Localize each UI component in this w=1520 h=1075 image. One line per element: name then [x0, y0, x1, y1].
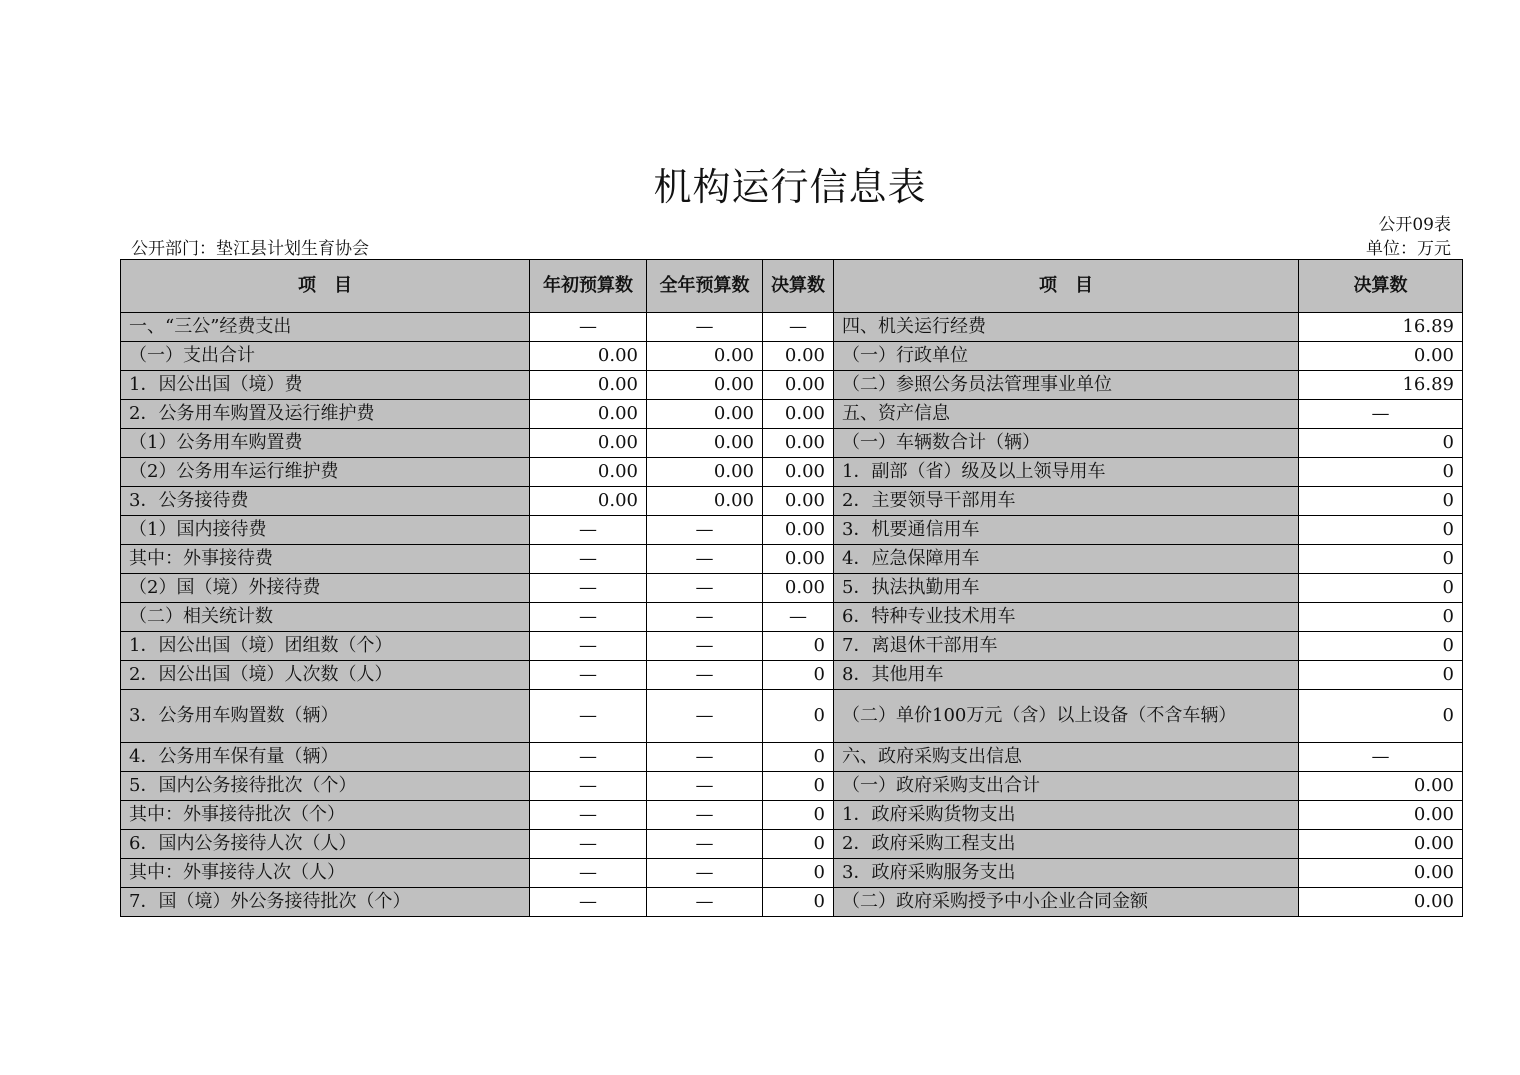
initial-budget-cell: —: [530, 772, 647, 801]
final-cell: 0: [763, 772, 834, 801]
initial-budget-cell: —: [530, 603, 647, 632]
right-label: 5．执法执勤用车: [834, 574, 1299, 603]
right-label: 8．其他用车: [834, 661, 1299, 690]
table-row: [121, 574, 1463, 603]
right-value: 0: [1299, 516, 1463, 545]
annual-budget-cell: —: [647, 772, 763, 801]
table-row: [121, 632, 1463, 661]
table-row: [121, 772, 1463, 801]
annual-budget-cell: 0.00: [647, 342, 763, 371]
annual-budget-cell: —: [647, 632, 763, 661]
table-row: [121, 516, 1463, 545]
row-label: 2．因公出国（境）人次数（人）: [121, 661, 530, 690]
initial-budget-cell: 0.00: [530, 487, 647, 516]
initial-budget-cell: —: [530, 313, 647, 342]
row-label: （1）公务用车购置费: [121, 429, 530, 458]
initial-budget-cell: 0.00: [530, 458, 647, 487]
annual-budget-cell: 0.00: [647, 429, 763, 458]
initial-budget-cell: —: [530, 632, 647, 661]
right-label: 4．应急保障用车: [834, 545, 1299, 574]
right-value: 0.00: [1299, 772, 1463, 801]
annual-budget-cell: —: [647, 743, 763, 772]
table-row: [121, 661, 1463, 690]
row-label: 1．因公出国（境）费: [121, 371, 530, 400]
initial-budget-cell: —: [530, 574, 647, 603]
page-title: 机构运行信息表: [653, 165, 927, 209]
final-cell: —: [763, 603, 834, 632]
right-value: 0: [1299, 574, 1463, 603]
final-cell: 0: [763, 888, 834, 917]
right-label: 3．政府采购服务支出: [834, 859, 1299, 888]
table-row: [121, 888, 1463, 917]
initial-budget-cell: —: [530, 690, 647, 743]
right-label: 2．主要领导干部用车: [834, 487, 1299, 516]
header-row: [121, 260, 1463, 313]
initial-budget-cell: —: [530, 743, 647, 772]
annual-budget-cell: —: [647, 545, 763, 574]
header-item-left: 项 目: [121, 260, 530, 313]
right-value: —: [1299, 400, 1463, 429]
header-initial-budget: 年初预算数: [530, 260, 647, 313]
right-label: 六、政府采购支出信息: [834, 743, 1299, 772]
right-label: （二）参照公务员法管理事业单位: [834, 371, 1299, 400]
right-label: （一）行政单位: [834, 342, 1299, 371]
annual-budget-cell: —: [647, 859, 763, 888]
right-label: 1．政府采购货物支出: [834, 801, 1299, 830]
right-value: 0: [1299, 458, 1463, 487]
right-label: 2．政府采购工程支出: [834, 830, 1299, 859]
table-row: [121, 743, 1463, 772]
right-value: 0.00: [1299, 830, 1463, 859]
row-label: 5．国内公务接待批次（个）: [121, 772, 530, 801]
row-label: （一）支出合计: [121, 342, 530, 371]
row-label: （2）公务用车运行维护费: [121, 458, 530, 487]
table-row: [121, 545, 1463, 574]
right-value: 0: [1299, 429, 1463, 458]
table-row: [121, 313, 1463, 342]
row-label: 7．国（境）外公务接待批次（个）: [121, 888, 530, 917]
table-row: [121, 342, 1463, 371]
annual-budget-cell: —: [647, 661, 763, 690]
right-label: 1．副部（省）级及以上领导用车: [834, 458, 1299, 487]
header-right-final: 决算数: [1299, 260, 1463, 313]
final-cell: 0.00: [763, 342, 834, 371]
row-label: 3．公务用车购置数（辆）: [121, 690, 530, 743]
annual-budget-cell: 0.00: [647, 400, 763, 429]
table-row: [121, 801, 1463, 830]
annual-budget-cell: 0.00: [647, 371, 763, 400]
initial-budget-cell: —: [530, 859, 647, 888]
final-cell: 0.00: [763, 516, 834, 545]
annual-budget-cell: —: [647, 516, 763, 545]
right-value: 0: [1299, 632, 1463, 661]
right-value: 16.89: [1299, 371, 1463, 400]
annual-budget-cell: —: [647, 574, 763, 603]
right-label: （二）单价100万元（含）以上设备（不含车辆）: [834, 690, 1299, 743]
right-value: 0: [1299, 690, 1463, 743]
table-row: [121, 429, 1463, 458]
initial-budget-cell: —: [530, 888, 647, 917]
row-label: （2）国（境）外接待费: [121, 574, 530, 603]
final-cell: 0: [763, 830, 834, 859]
table-row: [121, 487, 1463, 516]
right-value: 0.00: [1299, 859, 1463, 888]
final-cell: 0: [763, 859, 834, 888]
row-label: 其中：外事接待人次（人）: [121, 859, 530, 888]
row-label: 其中：外事接待费: [121, 545, 530, 574]
initial-budget-cell: —: [530, 545, 647, 574]
right-value: 0.00: [1299, 342, 1463, 371]
right-label: 四、机关运行经费: [834, 313, 1299, 342]
final-cell: 0: [763, 632, 834, 661]
right-label: 3．机要通信用车: [834, 516, 1299, 545]
final-cell: 0.00: [763, 400, 834, 429]
initial-budget-cell: —: [530, 801, 647, 830]
annual-budget-cell: —: [647, 690, 763, 743]
department-label: 公开部门：垫江县计划生育协会: [131, 239, 369, 259]
table-row: [121, 400, 1463, 429]
annual-budget-cell: —: [647, 801, 763, 830]
right-value: —: [1299, 743, 1463, 772]
header-final: 决算数: [763, 260, 834, 313]
table-row: [121, 458, 1463, 487]
right-value: 0: [1299, 545, 1463, 574]
right-value: 0: [1299, 661, 1463, 690]
row-label: （1）国内接待费: [121, 516, 530, 545]
initial-budget-cell: 0.00: [530, 371, 647, 400]
right-value: 0: [1299, 603, 1463, 632]
right-value: 0: [1299, 487, 1463, 516]
table-row: [121, 859, 1463, 888]
right-label: （一）车辆数合计（辆）: [834, 429, 1299, 458]
right-label: （一）政府采购支出合计: [834, 772, 1299, 801]
form-number: 公开09表: [1378, 215, 1451, 235]
final-cell: 0.00: [763, 574, 834, 603]
info-table: [120, 259, 1463, 917]
final-cell: 0.00: [763, 545, 834, 574]
initial-budget-cell: 0.00: [530, 400, 647, 429]
right-label: 五、资产信息: [834, 400, 1299, 429]
right-value: 16.89: [1299, 313, 1463, 342]
annual-budget-cell: 0.00: [647, 487, 763, 516]
annual-budget-cell: —: [647, 888, 763, 917]
right-label: （二）政府采购授予中小企业合同金额: [834, 888, 1299, 917]
annual-budget-cell: —: [647, 603, 763, 632]
initial-budget-cell: —: [530, 661, 647, 690]
final-cell: 0.00: [763, 429, 834, 458]
table-row: [121, 371, 1463, 400]
unit-label: 单位：万元: [1366, 239, 1451, 259]
row-label: 4．公务用车保有量（辆）: [121, 743, 530, 772]
annual-budget-cell: —: [647, 313, 763, 342]
row-label: 其中：外事接待批次（个）: [121, 801, 530, 830]
initial-budget-cell: 0.00: [530, 429, 647, 458]
final-cell: —: [763, 313, 834, 342]
initial-budget-cell: —: [530, 830, 647, 859]
row-label: 2．公务用车购置及运行维护费: [121, 400, 530, 429]
final-cell: 0.00: [763, 487, 834, 516]
row-label: 3．公务接待费: [121, 487, 530, 516]
right-label: 7．离退休干部用车: [834, 632, 1299, 661]
table-row: [121, 603, 1463, 632]
annual-budget-cell: —: [647, 830, 763, 859]
final-cell: 0.00: [763, 371, 834, 400]
row-label: （二）相关统计数: [121, 603, 530, 632]
right-label: 6．特种专业技术用车: [834, 603, 1299, 632]
annual-budget-cell: 0.00: [647, 458, 763, 487]
row-label: 6．国内公务接待人次（人）: [121, 830, 530, 859]
row-label: 一、“三公”经费支出: [121, 313, 530, 342]
final-cell: 0: [763, 743, 834, 772]
header-item-right: 项 目: [834, 260, 1299, 313]
right-value: 0.00: [1299, 888, 1463, 917]
table-row: [121, 830, 1463, 859]
final-cell: 0: [763, 801, 834, 830]
table-row: [121, 690, 1463, 743]
header-annual-budget: 全年预算数: [647, 260, 763, 313]
row-label: 1．因公出国（境）团组数（个）: [121, 632, 530, 661]
initial-budget-cell: 0.00: [530, 342, 647, 371]
initial-budget-cell: —: [530, 516, 647, 545]
final-cell: 0: [763, 661, 834, 690]
final-cell: 0.00: [763, 458, 834, 487]
final-cell: 0: [763, 690, 834, 743]
right-value: 0.00: [1299, 801, 1463, 830]
